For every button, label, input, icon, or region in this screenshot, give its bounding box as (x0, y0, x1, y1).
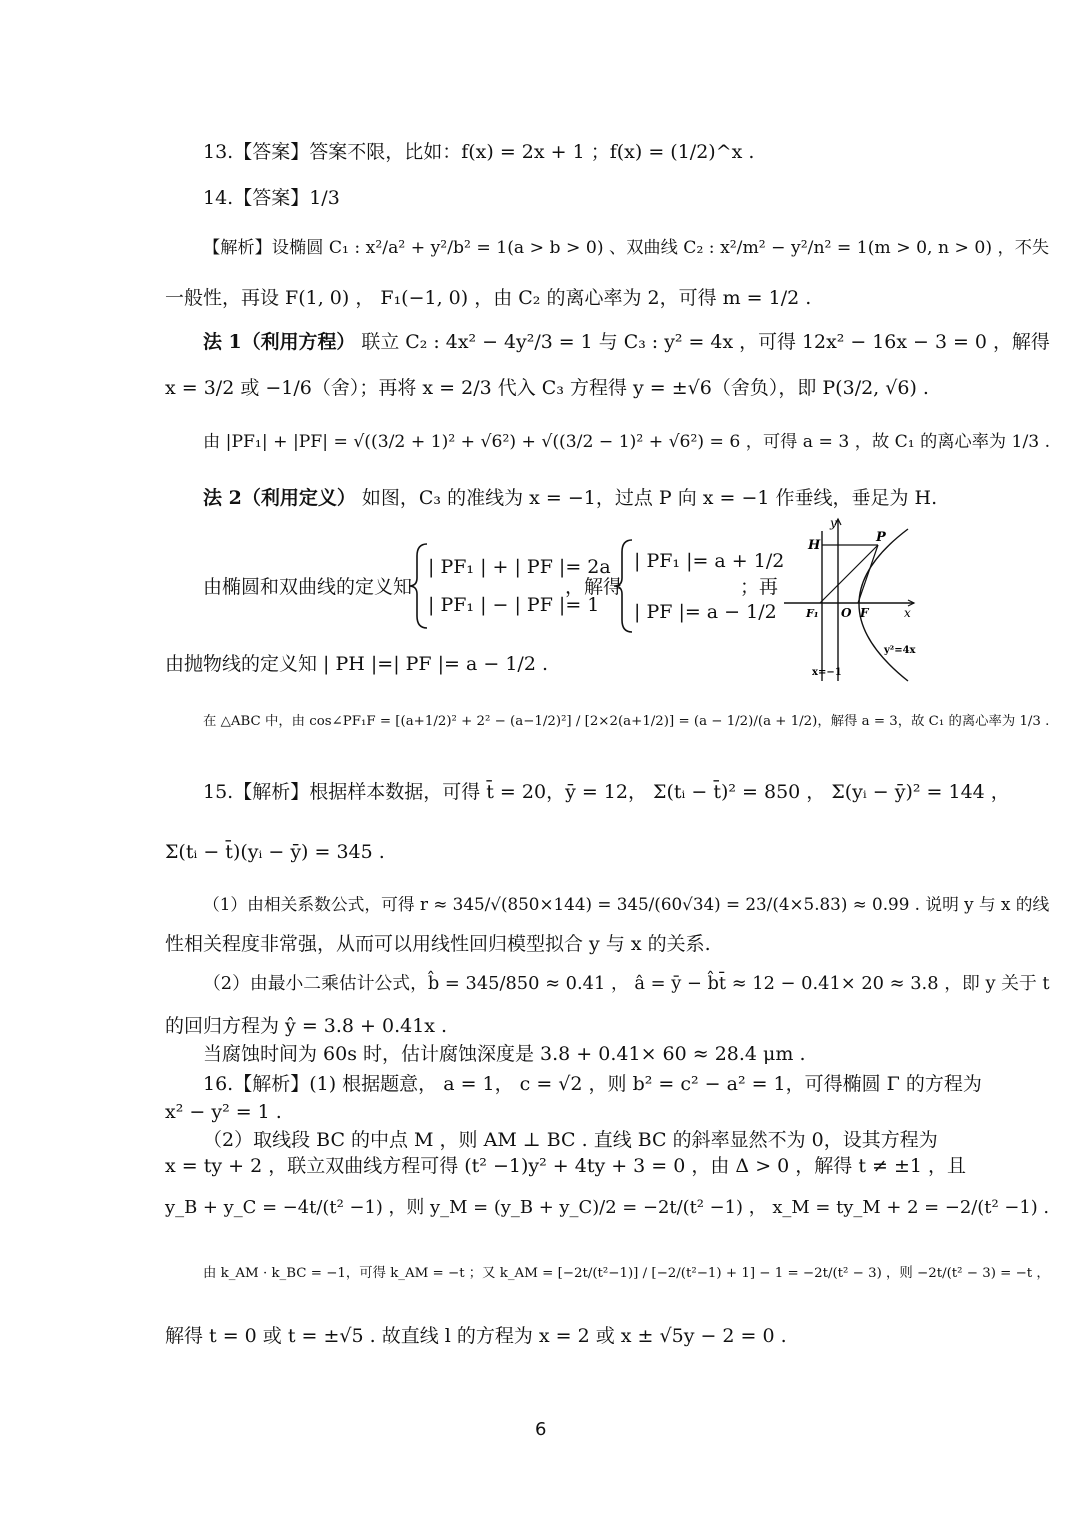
analysis-15-line2: Σ(tᵢ − t̄)(yᵢ − ȳ) = 345 . (165, 841, 385, 863)
solve-label: ，解得 (565, 576, 623, 598)
label-F1: F₁ (806, 607, 819, 620)
analysis-15-part2: （2）由最小二乘估计公式，b̂ = 345/850 ≈ 0.41 ， â = ȳ − b̂t̄ ≈ 12 − 0.41× 20 ≈ 3.8 ，即 y 关于 t (203, 973, 1050, 994)
solution-eq-2: | PF |= a − 1/2 (634, 601, 777, 623)
answer-13: 13.【答案】答案不限，比如：f(x) = 2x + 1 ；f(x) = (1/2)^x . (203, 141, 755, 163)
method2-definition-label: 由椭圆和双曲线的定义知 (203, 576, 413, 598)
analysis-14-line1: 【解析】设椭圆 C₁ : x²/a² + y²/b² = 1(a > b > 0) 、双曲线 C₂ : x²/m² − y²/n² = 1(m > 0, n > 0) ，不失 (203, 238, 1050, 258)
method1-line2: x = 3/2 或 −1/6（舍）；再将 x = 2/3 代入 C₃ 方程得 y = ±√6（舍负），即 P(3/2, √6) . (165, 377, 929, 399)
parabola-curve (859, 529, 908, 681)
method2-parabola-definition: 由抛物线的定义知 | PH |=| PF |= a − 1/2 . (165, 653, 548, 675)
label-H: H (808, 538, 821, 553)
method1-line1 (203, 330, 1050, 354)
method1-text: 联立 C₂ : 4x² − 4y²/3 = 1 与 C₃ : y² = 4x ，可得 12x² − 16x − 3 = 0 ，解得 (361, 331, 1050, 353)
analysis-14-line2: 一般性，再设 F(1, 0) ， F₁(−1, 0) ，由 C₂ 的离心率为 2，可得 m = 1/2 . (165, 287, 812, 309)
analysis-16-part1-cont: x² − y² = 1 . (165, 1101, 282, 1123)
label-F: F (860, 606, 869, 620)
left-brace-1 (405, 540, 435, 632)
analysis-16-part2-line2: x = ty + 2 ，联立双曲线方程可得 (t² −1)y² + 4ty + 3 = 0 ，由 Δ > 0 ，解得 t ≠ ±1 ，且 (165, 1155, 967, 1177)
method2-title: 法 2（利用定义） (203, 487, 356, 509)
page-number: 6 (535, 1419, 547, 1440)
label-x: x (904, 606, 911, 620)
analysis-16-part2-line3: y_B + y_C = −4t/(t² −1) ，则 y_M = (y_B + y_C)/2 = −2t/(t² −1) ， x_M = ty_M + 2 = −2/(t² −1) . (165, 1197, 1050, 1218)
method1-title: 法 1（利用方程） (203, 331, 356, 353)
method2-line1 (203, 486, 937, 510)
then-label: ；再 (740, 576, 779, 598)
analysis-15-line1: 15.【解析】根据样本数据，可得 t̄ = 20，ȳ = 12， Σ(tᵢ − t̄)² = 850 ， Σ(yᵢ − ȳ)² = 144 ， (203, 781, 1010, 803)
method2-cosine: 在 △ABC 中，由 cos∠PF₁F = [(a+1/2)² + 2² − (a−1/2)²] / [2×2(a+1/2)] = (a − 1/2)/(a + 1/2)，解得 a = 3，故 C₁ 的离心率为 1/3 . (203, 714, 1050, 729)
analysis-15-estimate: 当腐蚀时间为 60s 时，估计腐蚀深度是 3.8 + 0.41× 60 ≈ 28.4 μm . (203, 1043, 806, 1065)
segment-PF1 (820, 545, 878, 603)
label-O: O (841, 606, 852, 620)
system-eq-1: | PF₁ | + | PF |= 2a (428, 556, 611, 578)
analysis-16-part1: 16.【解析】(1) 根据题意， a = 1， c = √2 ，则 b² = c² − a² = 1，可得椭圆 Γ 的方程为 (203, 1073, 982, 1095)
parabola-figure (780, 515, 930, 685)
analysis-15-part1-cont: 性相关程度非常强，从而可以用线性回归模型拟合 y 与 x 的关系. (165, 933, 711, 955)
label-curve: y²=4x (884, 645, 916, 656)
method1-line3: 由 |PF₁| + |PF| = √((3/2 + 1)² + √6²) + √((3/2 − 1)² + √6²) = 6 ，可得 a = 3 ，故 C₁ 的离心率为 1/3 . (203, 432, 1051, 452)
analysis-16-part2-line4: 由 k_AM · k_BC = −1，可得 k_AM = −t ；又 k_AM = [−2t/(t²−1)] / [−2/(t²−1) + 1] − 1 = −2t/(t² − 3) ，则 −2t/(t² − 3) = −t ， (203, 1266, 1050, 1281)
label-y: y (830, 516, 837, 530)
segment-PF (858, 545, 878, 603)
analysis-15-part1: （1）由相关系数公式，可得 r ≈ 345/√(850×144) = 345/(60√34) = 23/(4×5.83) ≈ 0.99 . 说明 y 与 x 的线 (203, 894, 1050, 914)
solution-eq-1: | PF₁ |= a + 1/2 (634, 550, 785, 572)
analysis-15-part2-cont: 的回归方程为 ŷ = 3.8 + 0.41x . (165, 1015, 448, 1037)
label-P: P (876, 530, 886, 545)
answer-14: 14.【答案】1/3 (203, 187, 340, 209)
method2-text: 如图，C₃ 的准线为 x = −1，过点 P 向 x = −1 作垂线，垂足为 H. (361, 487, 938, 509)
analysis-16-part2-line1: （2）取线段 BC 的中点 M ，则 AM ⊥ BC . 直线 BC 的斜率显然不为 0，设其方程为 (203, 1129, 938, 1151)
analysis-16-conclusion: 解得 t = 0 或 t = ±√5 . 故直线 l 的方程为 x = 2 或 x ± √5y − 2 = 0 . (165, 1325, 787, 1347)
label-directrix: x=−1 (812, 667, 842, 678)
system-eq-2: | PF₁ | − | PF |= 1 (428, 594, 600, 616)
